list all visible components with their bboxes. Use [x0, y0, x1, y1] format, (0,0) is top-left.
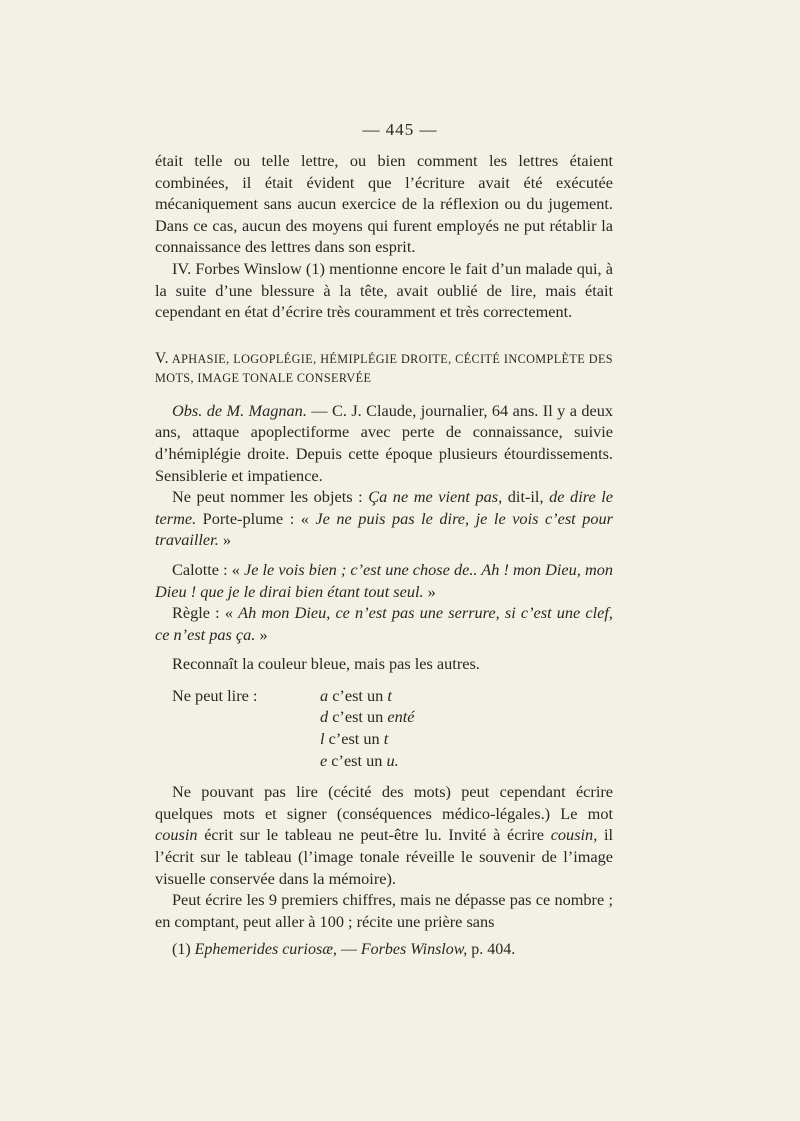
item-letter: l	[320, 729, 325, 749]
reading-test-item	[320, 750, 613, 772]
objets-paragraph	[155, 486, 613, 551]
observation-label: Obs. de M. Magnan.	[172, 400, 307, 420]
paragraph-forbes-winslow: IV. Forbes Winslow (1) mentionne encore le fait d’un malade qui, à la suite d’une blessure à la tête, avait oublié de lire, mais était cependant en état d’écrire très couramment et très correctement.	[155, 258, 613, 322]
section-title-text: APHASIE, LOGOPLÉGIE, HÉMIPLÉGIE DROITE, CÉCITÉ INCOMPLÈTE DES MOTS, IMAGE TONALE CONSERVÉE	[155, 351, 613, 385]
item-answer: t	[383, 729, 389, 749]
paragraph-continuation: était telle ou telle lettre, ou bien comment les lettres étaient combinées, il était évident que l’écriture avait été exécutée mécaniquement sans aucun exercice de la réflexion ou du jugement. Dans ce cas, aucun des moyens qui furent employés ne put rétablir la connaissance des lettres dans son esprit.	[155, 151, 613, 257]
item-text: c’est un	[328, 685, 388, 705]
ecrire-paragraph	[155, 781, 613, 889]
item-letter: a	[320, 685, 329, 705]
objets-mid-2: Porte-plume : «	[196, 508, 316, 528]
calotte-end: »	[423, 581, 436, 601]
ecrire-word-1: cousin	[155, 825, 198, 845]
regle-end: »	[255, 624, 268, 644]
item-letter: d	[320, 707, 329, 727]
calotte-quote: Je le vois bien ; c’est une chose de.. Ah ! mon Dieu, mon Dieu ! que je le dirai bien étant tout seul.	[155, 559, 613, 601]
calotte-intro: Calotte : «	[172, 559, 244, 579]
objets-quote-2: de dire le terme.	[155, 487, 613, 528]
footnote-number: (1)	[172, 941, 195, 958]
ecrire-text-1: Ne pouvant pas lire (cécité des mots) peut cependant écrire quelques mots et signer (conséquences médico-légales.) Le mot	[155, 782, 613, 823]
objets-intro: Ne peut nommer les objets :	[172, 487, 369, 507]
footnote-separator: —	[336, 941, 361, 958]
footnote-page: p. 404.	[467, 941, 516, 958]
item-answer: t	[387, 685, 392, 705]
item-text: c’est un	[328, 707, 388, 727]
objets-quote-1: Ça ne me vient pas,	[368, 487, 503, 507]
item-answer: enté	[387, 707, 415, 727]
objets-mid-1: dit-il,	[502, 487, 550, 507]
section-heading	[155, 349, 613, 388]
footnote	[172, 940, 612, 960]
observation-paragraph	[155, 400, 613, 486]
couleur-paragraph: Reconnaît la couleur bleue, mais pas les autres.	[172, 654, 480, 674]
regle-paragraph	[155, 602, 613, 645]
page-number: — 445 —	[362, 120, 438, 139]
footnote-source: Ephemerides curiosæ,	[194, 941, 337, 958]
reading-test-item	[320, 706, 613, 728]
body-text	[155, 150, 613, 932]
footnote-author: Forbes Winslow,	[360, 941, 468, 958]
regle-intro: Règle : «	[172, 603, 239, 623]
chiffres-paragraph: Peut écrire les 9 premiers chiffres, mais ne dépasse pas ce nombre ; en comptant, peut aller à 100 ; récite une prière sans	[155, 890, 613, 931]
calotte-paragraph	[155, 559, 613, 602]
ecrire-text-2: écrit sur le tableau ne peut-être lu. Invité à écrire	[197, 825, 551, 845]
item-letter: e	[320, 750, 328, 770]
reading-test-item	[320, 685, 613, 707]
objets-quote-3: Je ne puis pas le dire, je le vois c’est pour travailler.	[155, 508, 613, 550]
item-text: c’est un	[327, 750, 387, 770]
item-answer: u.	[386, 750, 399, 770]
reading-test-list	[172, 685, 613, 771]
item-text: c’est un	[324, 729, 384, 749]
regle-quote: Ah mon Dieu, ce n’est pas une serrure, si c’est une clef, ce n’est pas ça.	[155, 603, 613, 644]
objets-end: »	[218, 530, 231, 550]
ecrire-text-3: il l’écrit sur le tableau (l’image tonale réveille le souvenir de l’image visuelle conservée dans la mémoire).	[155, 825, 613, 888]
ecrire-word-2: cousin,	[550, 825, 598, 845]
observation-text: — C. J. Claude, journalier, 64 ans. Il y a deux ans, attaque apoplectiforme avec perte de connaissance, suivie d’hémiplégie droite. Depuis cette époque plusieurs étourdissements. Sensiblerie et impatience.	[155, 400, 613, 485]
reading-test-item	[320, 728, 613, 750]
reading-test-label: Ne peut lire :	[172, 685, 258, 705]
section-number: V.	[155, 349, 169, 367]
